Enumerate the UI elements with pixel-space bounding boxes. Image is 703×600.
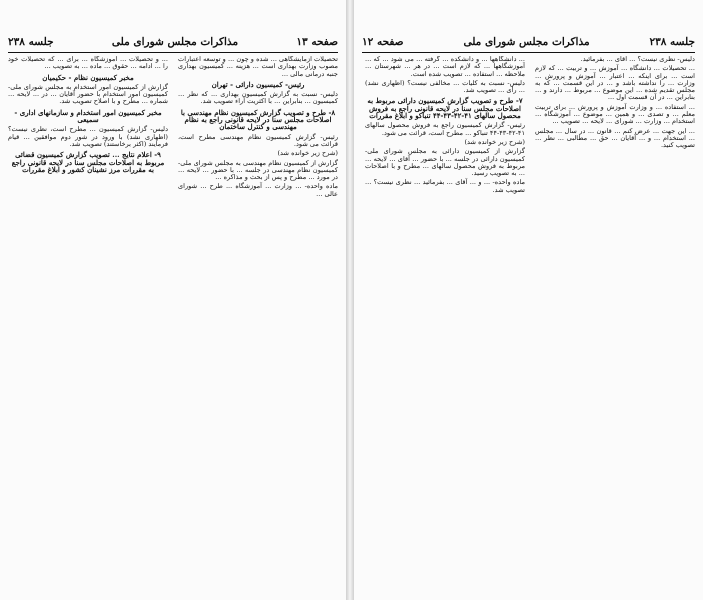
column-right [535,56,695,594]
paragraph: ... تحصیلات ... دانشگاه ... آموزش ... و تربیت ... که لازم است ... برای اینکه ... اعتبار ... آموزش و پرورش ... وزارت ... را نداشته باشد و ... در این قسمت ... که به مجلس تقدیم شده ... این موضوع ... مربوط ... دارند و ... بنابراین ... در آن قسمت اول ... [535,64,695,102]
book-gutter [346,0,354,600]
paragraph: دلیس- گزارش کمیسیون ... مطرح است، نظری نیست؟ (اظهاری نشد) با ورود در شور دوم موافقین ... قیام فرمایند (اکثر برخاستند) تصویب شد. [8,125,168,148]
header-rule [362,52,695,53]
paragraph: دلیس- نظری نیست؟ ... آقای ... بفرمائید. [580,56,695,63]
column-left [365,56,525,594]
paragraph: ... و تحصیلات ... آموزشگاه ... برای ... که تحصیلات خود را ... ادامه ... حقوق ... ماده ... به تصویب ... [8,56,168,71]
paragraph: گزارش از کمیسیون نظام مهندسی به مجلس شورای ملی- کمیسیون نظام مهندسی در جلسه ... با حضور ... لایحه ... در مورد ... مطرح و پس از بحث و مذاکره ... [178,158,338,182]
paragraph: ... استفاده ... و وزارت آموزش و پرورش ... برای تربیت معلم ... و تصدی ... و همین ... موضوع ... آموزشگاه ... استخدام ... وزارت ... شورای ... لایحه ... تصویب ... [535,102,695,126]
section-heading: مخبر کمیسیون نظام - حکیمیان [42,72,134,82]
page-header [8,34,338,50]
paragraph: ماده واحده- ... و ... آقای ... بفرمائید ... نظری نیست؟ ... تصویب شد. [365,178,525,194]
page-left [0,0,346,600]
paragraph: گزارش از کمیسیون امور استخدام به مجلس شورای ملی- کمیسیون امور استخدام با حضور آقایان ... در ... لایحه ... شماره ... مطرح و با اصلاح تصویب شد. [8,82,168,106]
section-heading: ۷- طرح و تصویب گزارش کمیسیون دارائی مربوط به اصلاحات مجلس سنا در لایحه قانونی راجع به فروش محصول سالهای ۴۱-۴۲-۴۳-۴۴ تنباکو و ابلاغ مقررات [367,96,523,121]
page-header [362,34,695,50]
paragraph: (شرح زیر خوانده شد) [277,149,338,158]
header-rule [8,52,338,53]
header-page: صفحه ۱۲ [362,36,404,48]
section-heading: مخبر کمیسیون امور استخدام و سازمانهای اداری - سمیعی [14,107,162,125]
paragraph: رئیس- گزارش کمیسیون راجع به فروش محصول سالهای ۴۱-۴۲-۴۳-۴۴ تنباکو ... مطرح است، قرائت می شود. [365,121,525,137]
paragraph: ماده واحده- ... وزارت ... آموزشگاه ... طرح ... شورای عالی ... [178,182,338,198]
paragraph: دلیس- نسبت به گزارش کمیسیون بهداری ... که نظر ... کمیسیون ... بنابراین ... با اکثریت آراء تصویب شد. [178,90,338,106]
header-session: جلسه ۲۳۸ [649,36,695,48]
paragraph: گزارش از کمیسیون دارائی به مجلس شورای ملی- کمیسیون دارائی در جلسه ... با حضور ... آقای ... لایحه ... مربوط به فروش محصول سالهای ... مطرح و با اصلاحات ... به تصویب رسید. [365,147,525,178]
section-heading: ۸- طرح و تصویب گزارش کمیسیون نظام مهندسی با اصلاحات مجلس سنا در لایحه قانونی راجع به نظام مهندسی و کنترل ساختمان [180,107,336,132]
paragraph: ... دانشگاهها ... و دانشکده ... گرفته ... می شود ... که ... آموزشگاهها ... که لازم است ... در هر ... شهرستان ... ملاحظه ... استفاده ... تصویب شده است. [365,56,525,78]
section-heading: رئیس- کمیسیون دارائی - تهران [211,79,305,89]
paragraph: (شرح زیر خوانده شد) [464,137,525,146]
paragraph: دلیس- نسبت به کلیات ... مخالفی نیست؟ (اظهاری نشد) ... رأی ... تصویب شد. [365,78,525,95]
header-page: صفحه ۱۳ [296,36,338,48]
column-right [178,56,338,594]
paragraph: ... این جهت ... عرض کنم ... قانون ... در سال ... مجلس ... استخدام ... و ... آقایان ... حق ... مطالبی ... نظر ... تصویب کنید. [535,126,695,150]
page-right [354,0,703,600]
column-left [8,56,168,594]
section-heading: ۹- اعلام نتایج ... تصویب گزارش کمیسیون قضائی مربوط به اصلاحات مجلس سنا در لایحه قانونی راجع به مقررات مرز نشینان کشور و ابلاغ مقررات [11,150,165,174]
paragraph: تحصیلات آزمایشگاهی ... شده و چون ... و توسعه اعتبارات مصوب وزارت بهداری است ... هزینه ... کمیسیون بهداری جنبه درمانی مالی ... [178,56,338,78]
header-session: جلسه ۲۳۸ [8,36,54,48]
paragraph: رئیس- گزارش کمیسیون نظام مهندسی مطرح است، قرائت می شود. [178,132,338,148]
header-title: مذاکرات مجلس شورای ملی [463,36,590,48]
header-title: مذاکرات مجلس شورای ملی [111,36,239,48]
